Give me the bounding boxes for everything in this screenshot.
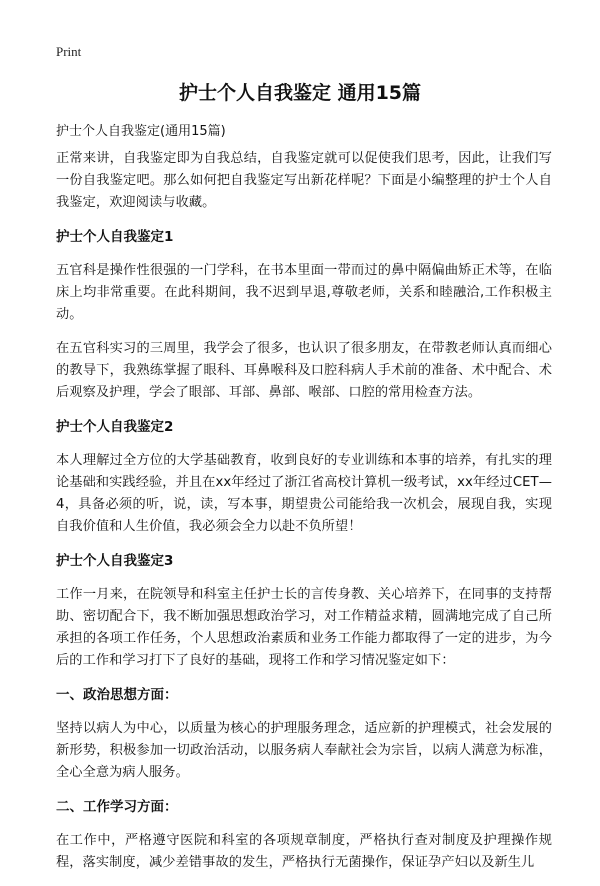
work-study-heading: 二、工作学习方面： xyxy=(56,799,178,815)
section-1-paragraph-2: 在五官科实习的三周里，我学会了很多，也认识了很多朋友，在带教老师认真而细心的教导下，我熟练掌握了眼科、耳鼻喉科及口腔科病人手术前的准备、术中配合、术后观察及护理，学会了眼部、耳部、鼻部、喉部、口腔的常用检查方法。 xyxy=(56,341,552,400)
work-study-paragraph: 在工作中，严格遵守医院和科室的各项规章制度，严格执行查对制度及护理操作规程，落实制度，减少差错事故的发生，严格执行无菌操作，保证孕产妇以及新生儿 xyxy=(56,833,552,870)
document-body xyxy=(56,148,552,886)
political-paragraph: 坚持以病人为中心，以质量为核心的护理服务理念，适应新的护理模式，社会发展的新形势，积极参加一切政治活动，以服务病人奉献社会为宗旨，以病人满意为标准，全心全意为病人服务。 xyxy=(56,721,552,780)
political-heading: 一、政治思想方面： xyxy=(56,687,178,703)
intro-paragraph: 正常来讲，自我鉴定即为自我总结，自我鉴定就可以促使我们思考，因此，让我们写一份自我鉴定吧。那么如何把自我鉴定写出新花样呢？下面是小编整理的护士个人自我鉴定，欢迎阅读与收藏。 xyxy=(56,151,552,210)
document-subtitle: 护士个人自我鉴定(通用15篇) xyxy=(56,124,226,139)
section-2-paragraph-1: 本人理解过全方位的大学基础教育，收到良好的专业训练和本事的培养，有扎实的理论基础和实践经验，并且在xx年经过了浙江省高校计算机一级考试，xx年经过CET—4，具备必须的听，说，读，写本事，期望贵公司能给我一次机会，展现自我，实现自我价值和人生价值，我必须会全力以赴不负所望！ xyxy=(56,453,552,534)
section-3-paragraph-1: 工作一月来，在院领导和科室主任护士长的言传身教、关心培养下，在同事的支持帮助、密切配合下，我不断加强思想政治学习，对工作精益求精，圆满地完成了自己所承担的各项工作任务，个人思想政治素质和业务工作能力都取得了一定的进步，为今后的工作和学习打下了良好的基础，现将工作和学习情况鉴定如下： xyxy=(56,587,552,668)
section-3-heading: 护士个人自我鉴定3 xyxy=(56,553,174,569)
section-2-heading: 护士个人自我鉴定2 xyxy=(56,419,174,435)
document-title: 护士个人自我鉴定 通用15篇 xyxy=(178,82,422,104)
section-1-paragraph-1: 五官科是操作性很强的一门学科，在书本里面一带而过的鼻中隔偏曲矫正术等，在临床上均非常重要。在此科期间，我不迟到早退,尊敬老师，关系和睦融洽,工作积极主动。 xyxy=(56,263,552,322)
section-1-heading: 护士个人自我鉴定1 xyxy=(56,229,174,245)
print-label[interactable]: Print xyxy=(56,44,82,59)
